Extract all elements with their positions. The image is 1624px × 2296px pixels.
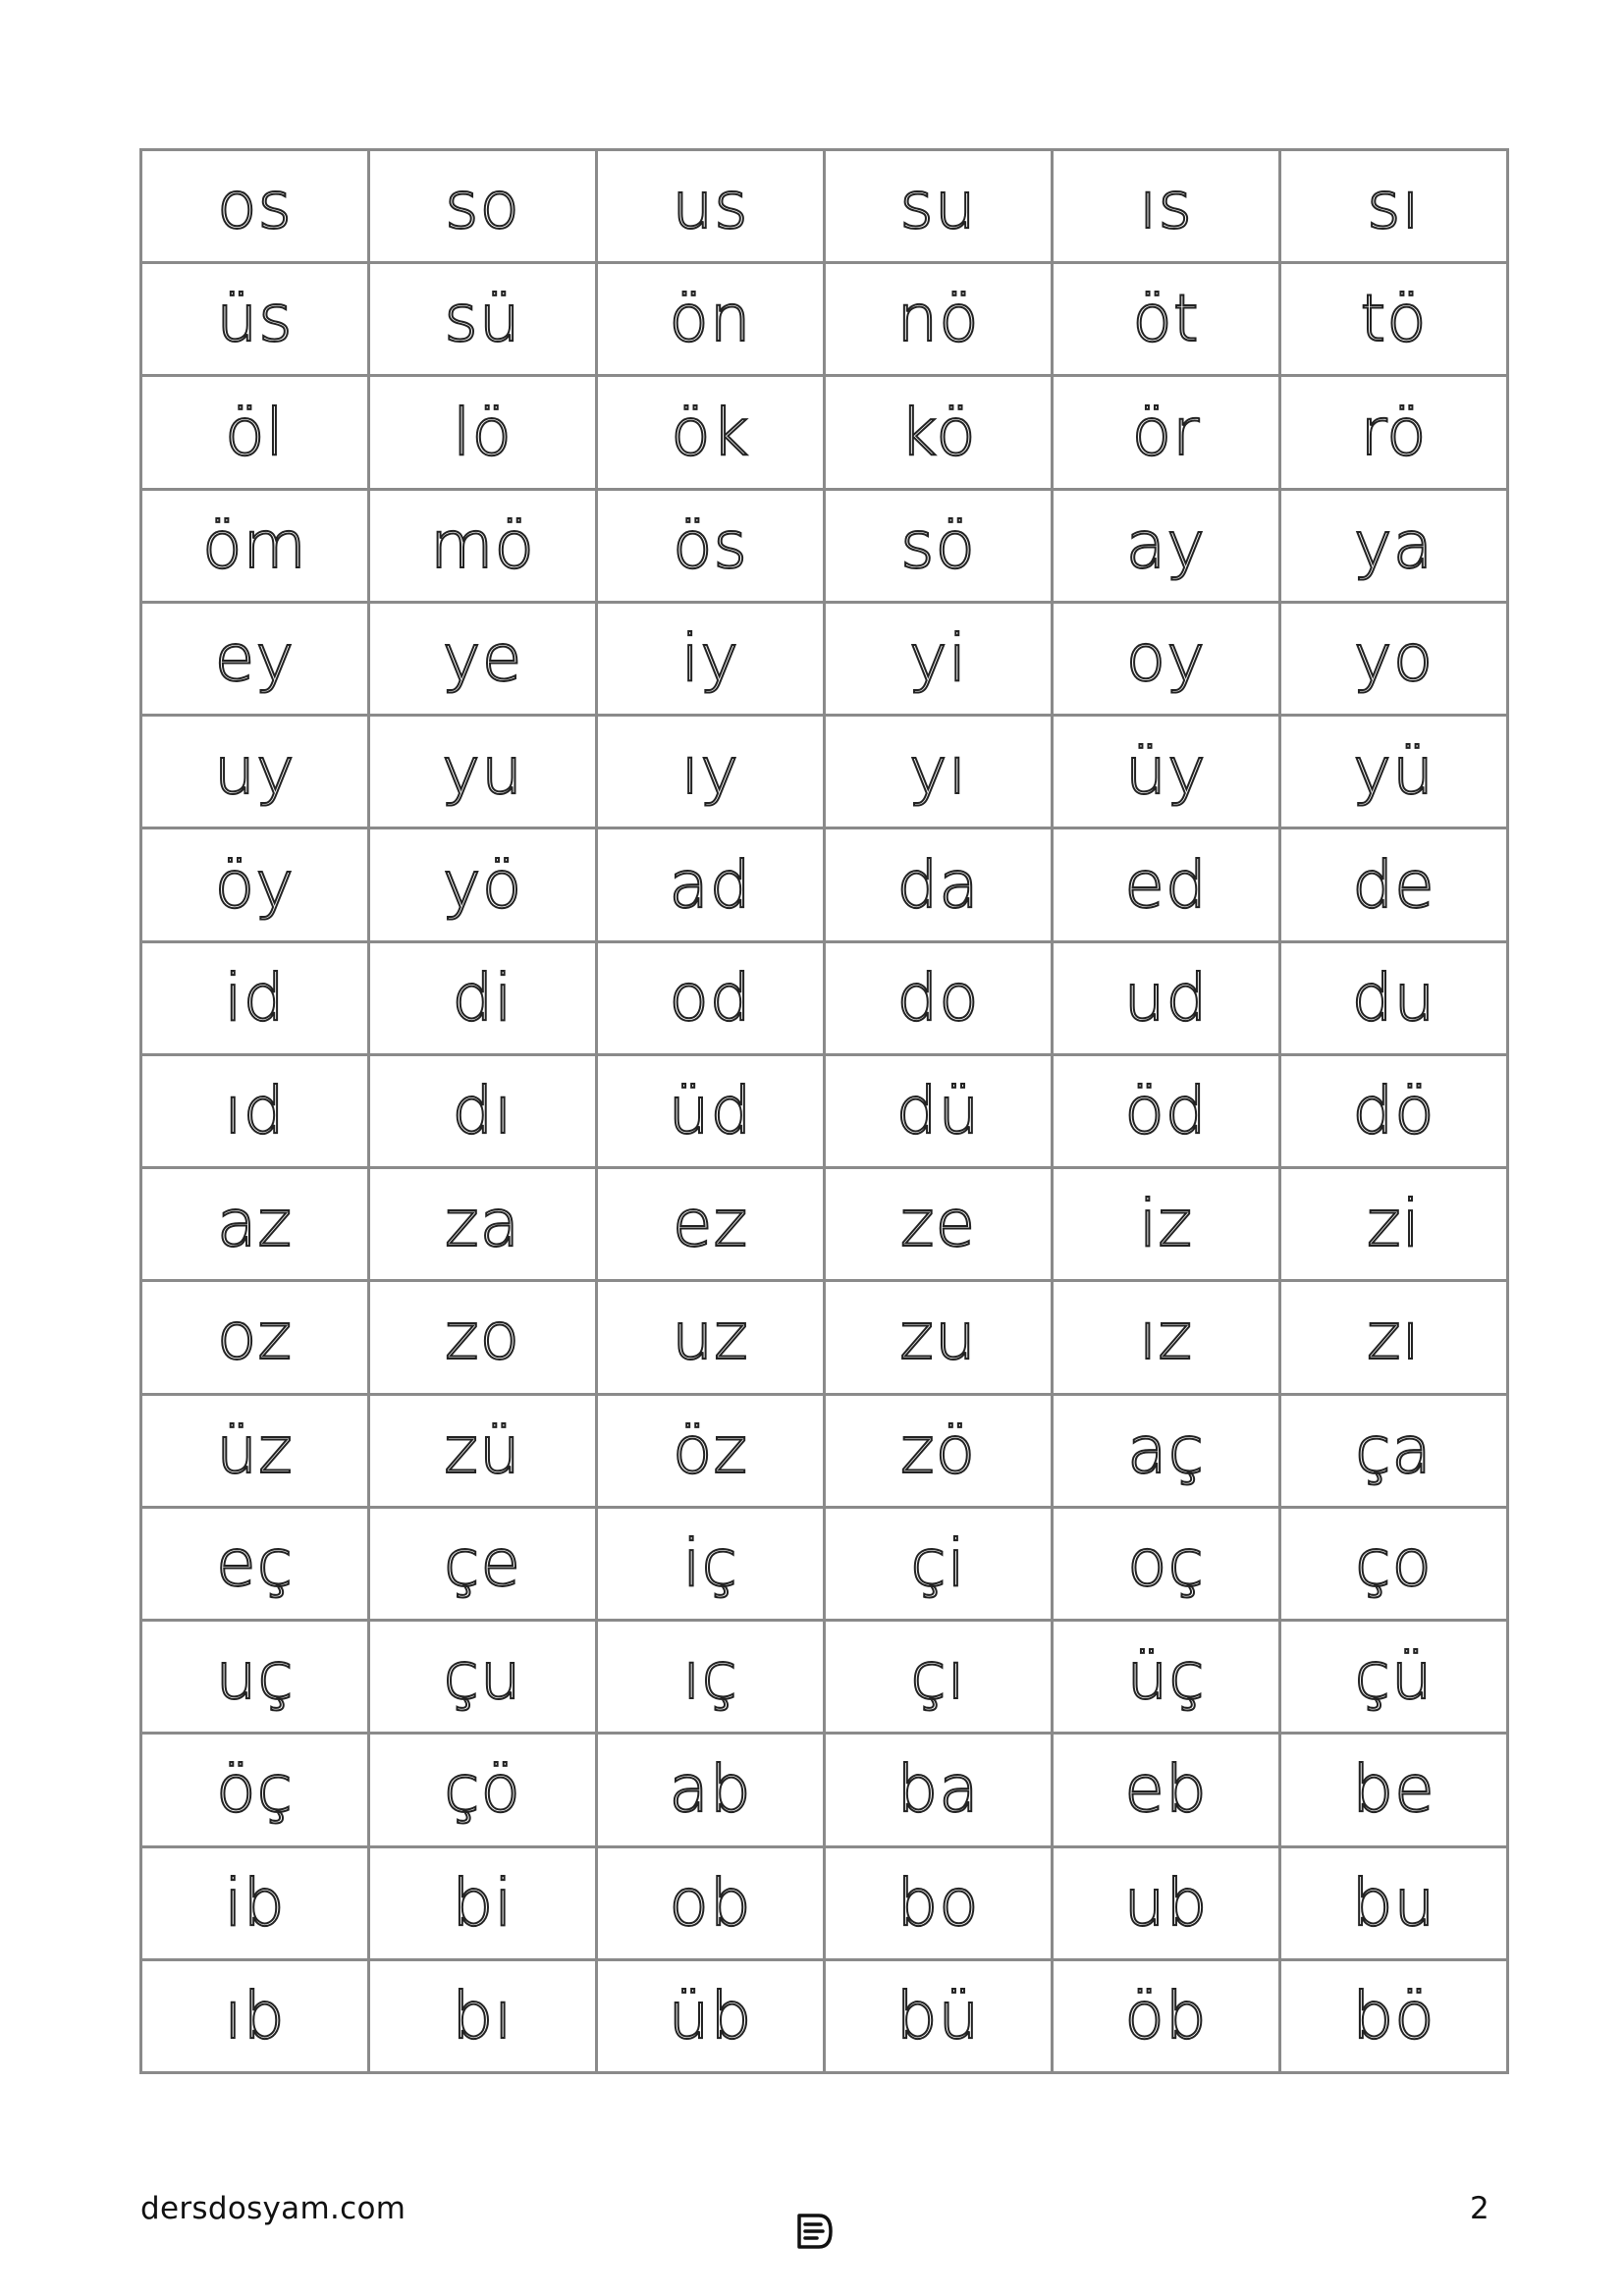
table-row: [141, 1846, 1508, 1959]
syllable-cell: [141, 716, 369, 828]
syllable-cell: [369, 1734, 597, 1846]
traced-syllable: ıs: [1139, 168, 1193, 244]
traced-syllable: ud: [1123, 959, 1209, 1036]
traced-syllable: yu: [442, 733, 523, 810]
table-row: [141, 376, 1508, 489]
traced-syllable: yı: [908, 733, 968, 810]
traced-syllable: su: [899, 168, 977, 244]
traced-syllable: ad: [669, 846, 752, 923]
footer-website: dersdosyam.com: [140, 2191, 406, 2226]
traced-syllable: öç: [216, 1751, 294, 1828]
syllable-cell: [597, 1168, 825, 1281]
traced-syllable: ub: [1123, 1864, 1209, 1941]
table-row: [141, 263, 1508, 376]
table-row: [141, 828, 1508, 941]
syllable-cell: [141, 1168, 369, 1281]
traced-syllable: çe: [444, 1524, 521, 1601]
traced-syllable: os: [217, 168, 293, 244]
traced-syllable: oç: [1127, 1524, 1205, 1601]
traced-syllable: üs: [216, 281, 294, 357]
syllable-cell: [1053, 150, 1280, 263]
table-row: [141, 1281, 1508, 1394]
traced-syllable: ay: [1125, 507, 1207, 583]
syllable-cell: [369, 941, 597, 1054]
syllable-cell: [825, 602, 1053, 715]
traced-syllable: ök: [671, 394, 750, 470]
syllable-cell: [825, 1959, 1053, 2072]
syllable-cell: [1280, 1394, 1508, 1507]
syllable-cell: [1280, 602, 1508, 715]
traced-syllable: eç: [216, 1524, 294, 1601]
syllable-cell: [1053, 263, 1280, 376]
syllable-cell: [1053, 1734, 1280, 1846]
syllable-cell: [141, 150, 369, 263]
traced-syllable: do: [896, 959, 980, 1036]
syllable-cell: [1280, 716, 1508, 828]
syllable-cell: [369, 150, 597, 263]
syllable-cell: [825, 1621, 1053, 1734]
traced-syllable: iç: [682, 1524, 738, 1601]
document-lines-icon: [793, 2210, 837, 2253]
traced-syllable: zö: [899, 1412, 977, 1488]
traced-syllable: id: [224, 959, 286, 1036]
traced-syllable: dü: [895, 1072, 981, 1148]
traced-syllable: ço: [1355, 1524, 1433, 1601]
traced-syllable: lö: [453, 394, 513, 470]
syllable-cell: [597, 1281, 825, 1394]
syllable-cell: [369, 1054, 597, 1167]
syllable-cell: [597, 1846, 825, 1959]
syllable-cell: [597, 828, 825, 941]
syllable-cell: [597, 602, 825, 715]
syllable-cell: [825, 828, 1053, 941]
traced-syllable: oz: [216, 1299, 294, 1375]
syllable-cell: [825, 1281, 1053, 1394]
traced-syllable: iz: [1139, 1186, 1193, 1262]
traced-syllable: çu: [443, 1638, 522, 1715]
traced-syllable: ab: [669, 1751, 752, 1828]
table-row: [141, 716, 1508, 828]
syllable-cell: [369, 1507, 597, 1620]
traced-syllable: öz: [672, 1412, 749, 1488]
table-row: [141, 941, 1508, 1054]
table-row: [141, 602, 1508, 715]
syllable-cell: [1053, 489, 1280, 602]
syllable-cell: [597, 376, 825, 489]
syllable-tracing-table: [139, 148, 1509, 2074]
syllable-cell: [1053, 602, 1280, 715]
traced-syllable: zı: [1367, 1299, 1421, 1375]
syllable-cell: [1280, 376, 1508, 489]
syllable-cell: [1280, 1054, 1508, 1167]
syllable-cell: [141, 1959, 369, 2072]
table-row: [141, 1959, 1508, 2072]
syllable-cell: [141, 1394, 369, 1507]
traced-syllable: ey: [214, 620, 296, 697]
traced-syllable: üz: [216, 1412, 294, 1488]
traced-syllable: öb: [1124, 1977, 1208, 2054]
syllable-cell: [597, 1054, 825, 1167]
traced-syllable: bı: [452, 1977, 514, 2054]
syllable-cell: [597, 263, 825, 376]
syllable-cell: [1280, 1281, 1508, 1394]
traced-syllable: ez: [672, 1186, 749, 1262]
traced-syllable: üy: [1125, 733, 1207, 810]
traced-syllable: od: [669, 959, 752, 1036]
syllable-cell: [825, 1054, 1053, 1167]
syllable-cell: [825, 489, 1053, 602]
syllable-cell: [141, 376, 369, 489]
syllable-cell: [141, 1054, 369, 1167]
traced-syllable: bu: [1351, 1864, 1436, 1941]
syllable-cell: [1053, 1507, 1280, 1620]
syllable-cell: [1280, 1846, 1508, 1959]
traced-syllable: tö: [1360, 281, 1428, 357]
table-row: [141, 1734, 1508, 1846]
syllable-cell: [369, 828, 597, 941]
traced-syllable: üd: [668, 1072, 753, 1148]
traced-syllable: ıç: [682, 1638, 738, 1715]
syllable-cell: [1280, 150, 1508, 263]
traced-syllable: ba: [896, 1751, 980, 1828]
traced-syllable: çü: [1354, 1638, 1434, 1715]
traced-syllable: sü: [444, 281, 521, 357]
traced-syllable: öy: [214, 846, 296, 923]
syllable-cell: [141, 263, 369, 376]
traced-syllable: ya: [1353, 507, 1435, 583]
syllable-cell: [825, 941, 1053, 1054]
syllable-cell: [141, 1621, 369, 1734]
syllable-cell: [369, 263, 597, 376]
syllable-cell: [369, 1846, 597, 1959]
syllable-cell: [1053, 716, 1280, 828]
traced-syllable: uy: [214, 733, 296, 810]
syllable-cell: [1053, 941, 1280, 1054]
traced-syllable: ız: [1139, 1299, 1193, 1375]
syllable-cell: [597, 941, 825, 1054]
traced-syllable: di: [452, 959, 514, 1036]
traced-syllable: üç: [1126, 1638, 1206, 1715]
traced-syllable: de: [1352, 846, 1435, 923]
syllable-cell: [141, 602, 369, 715]
table-row: [141, 489, 1508, 602]
traced-syllable: üb: [668, 1977, 753, 2054]
syllable-cell: [1053, 828, 1280, 941]
syllable-cell: [825, 716, 1053, 828]
traced-syllable: az: [216, 1186, 294, 1262]
syllable-cell: [825, 1734, 1053, 1846]
syllable-cell: [1053, 376, 1280, 489]
syllable-cell: [369, 1281, 597, 1394]
syllable-cell: [369, 1959, 597, 2072]
syllable-cell: [1053, 1168, 1280, 1281]
syllable-cell: [141, 1281, 369, 1394]
traced-syllable: zu: [899, 1299, 977, 1375]
syllable-cell: [597, 1621, 825, 1734]
syllable-cell: [1280, 941, 1508, 1054]
traced-syllable: öt: [1132, 281, 1200, 357]
syllable-cell: [1280, 489, 1508, 602]
traced-syllable: so: [445, 168, 520, 244]
traced-syllable: du: [1351, 959, 1436, 1036]
traced-syllable: be: [1352, 1751, 1435, 1828]
traced-syllable: iy: [680, 620, 740, 697]
syllable-cell: [369, 376, 597, 489]
syllable-cell: [1053, 1959, 1280, 2072]
traced-syllable: oy: [1125, 620, 1207, 697]
syllable-cell: [369, 1168, 597, 1281]
traced-syllable: nö: [896, 281, 980, 357]
syllable-cell: [825, 1168, 1053, 1281]
traced-syllable: öl: [225, 394, 285, 470]
traced-syllable: sö: [900, 507, 976, 583]
traced-syllable: bi: [452, 1864, 514, 1941]
syllable-cell: [141, 1846, 369, 1959]
traced-syllable: çı: [910, 1638, 966, 1715]
traced-syllable: uç: [215, 1638, 295, 1715]
traced-syllable: us: [672, 168, 749, 244]
traced-syllable: aç: [1127, 1412, 1205, 1488]
traced-syllable: zo: [444, 1299, 521, 1375]
syllable-cell: [597, 489, 825, 602]
traced-syllable: ıy: [680, 733, 740, 810]
traced-syllable: ıb: [224, 1977, 286, 2054]
traced-syllable: ib: [224, 1864, 286, 1941]
syllable-cell: [597, 1394, 825, 1507]
syllable-cell: [825, 150, 1053, 263]
traced-syllable: bü: [895, 1977, 981, 2054]
syllable-cell: [369, 716, 597, 828]
syllable-cell: [369, 1621, 597, 1734]
syllable-cell: [141, 941, 369, 1054]
traced-syllable: za: [444, 1186, 521, 1262]
traced-syllable: yü: [1353, 733, 1435, 810]
syllable-cell: [1053, 1846, 1280, 1959]
traced-syllable: ça: [1355, 1412, 1433, 1488]
syllable-cell: [1280, 1621, 1508, 1734]
syllable-cell: [597, 1507, 825, 1620]
table-row: [141, 1394, 1508, 1507]
syllable-cell: [825, 1846, 1053, 1959]
syllable-cell: [597, 716, 825, 828]
traced-syllable: bo: [896, 1864, 980, 1941]
syllable-cell: [369, 489, 597, 602]
traced-syllable: dö: [1352, 1072, 1435, 1148]
syllable-cell: [1280, 1507, 1508, 1620]
traced-syllable: ed: [1124, 846, 1208, 923]
syllable-cell: [1053, 1394, 1280, 1507]
syllable-cell: [141, 1507, 369, 1620]
traced-syllable: ıd: [224, 1072, 286, 1148]
syllable-cell: [369, 1394, 597, 1507]
traced-syllable: bö: [1352, 1977, 1435, 2054]
syllable-cell: [825, 263, 1053, 376]
traced-syllable: ye: [442, 620, 523, 697]
traced-syllable: mö: [430, 507, 535, 583]
traced-syllable: yö: [442, 846, 523, 923]
table-row: [141, 1168, 1508, 1281]
syllable-cell: [141, 1734, 369, 1846]
syllable-cell: [597, 1734, 825, 1846]
syllable-table-body: [141, 150, 1508, 2073]
traced-syllable: sı: [1367, 168, 1421, 244]
traced-syllable: öm: [202, 507, 307, 583]
syllable-cell: [1280, 1959, 1508, 2072]
syllable-cell: [1280, 263, 1508, 376]
traced-syllable: çi: [910, 1524, 966, 1601]
syllable-cell: [597, 150, 825, 263]
syllable-cell: [1280, 1168, 1508, 1281]
syllable-cell: [1053, 1621, 1280, 1734]
traced-syllable: rö: [1360, 394, 1428, 470]
traced-syllable: öd: [1124, 1072, 1208, 1148]
table-row: [141, 150, 1508, 263]
traced-syllable: ör: [1131, 394, 1201, 470]
traced-syllable: eb: [1124, 1751, 1208, 1828]
table-row: [141, 1621, 1508, 1734]
syllable-cell: [825, 376, 1053, 489]
traced-syllable: zü: [444, 1412, 521, 1488]
traced-syllable: ös: [673, 507, 748, 583]
syllable-cell: [141, 489, 369, 602]
table-row: [141, 1507, 1508, 1620]
traced-syllable: da: [896, 846, 980, 923]
syllable-cell: [825, 1394, 1053, 1507]
traced-syllable: yi: [908, 620, 968, 697]
table-row: [141, 1054, 1508, 1167]
traced-syllable: uz: [672, 1299, 749, 1375]
traced-syllable: dı: [452, 1072, 514, 1148]
traced-syllable: ze: [899, 1186, 977, 1262]
syllable-cell: [1053, 1281, 1280, 1394]
syllable-cell: [141, 828, 369, 941]
syllable-cell: [1053, 1054, 1280, 1167]
traced-syllable: ob: [669, 1864, 752, 1941]
traced-syllable: zi: [1367, 1186, 1421, 1262]
traced-syllable: ön: [669, 281, 752, 357]
syllable-cell: [825, 1507, 1053, 1620]
page-number: 2: [1470, 2191, 1489, 2226]
traced-syllable: çö: [444, 1751, 521, 1828]
traced-syllable: kö: [899, 394, 977, 470]
syllable-cell: [1280, 828, 1508, 941]
syllable-cell: [1280, 1734, 1508, 1846]
syllable-cell: [597, 1959, 825, 2072]
syllable-cell: [369, 602, 597, 715]
traced-syllable: yo: [1353, 620, 1435, 697]
